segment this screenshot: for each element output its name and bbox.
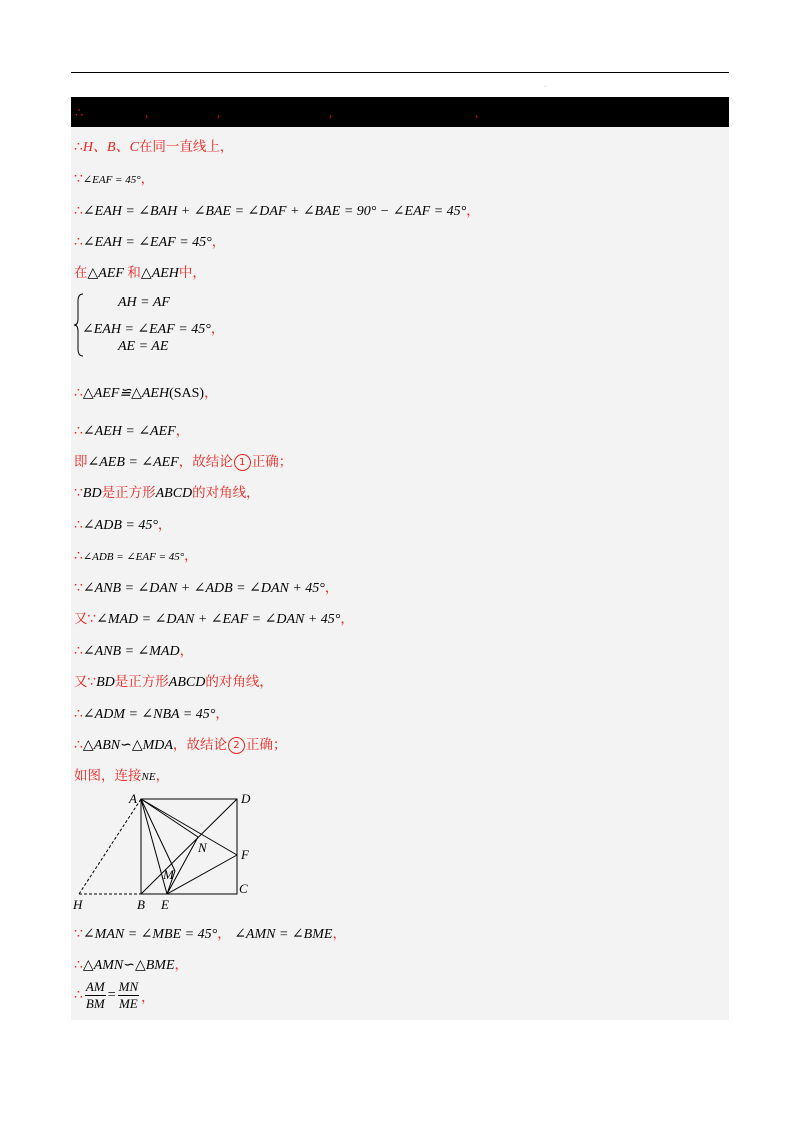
proof-line: ∴△AMN∽△BME，	[74, 957, 189, 973]
proof-line: ∵∠EAF = 45°，	[74, 171, 155, 187]
proof-line: 即∠AEB = ∠AEF，故结论 1 正确；	[74, 454, 293, 470]
proof-line: ∴∠ADM = ∠NBA = 45°，	[74, 706, 229, 722]
proof-line: ∴∠EAH = ∠EAF = 45°，	[74, 234, 226, 250]
proof-line: ∴△ABN∽△MDA，故结论 2 正确；	[74, 737, 287, 753]
proof-line: ∴H、B、C在同一直线上，	[74, 139, 234, 155]
circled-number: 2	[228, 737, 245, 754]
proof-line: ∴∠ADB = ∠EAF = 45°，	[74, 548, 198, 564]
proof-line: 在△AEF 和△AEH中，	[74, 265, 206, 281]
bar-mark: ,	[217, 105, 221, 120]
circled-number: 1	[234, 454, 251, 471]
bar-mark: ,	[145, 105, 149, 120]
fraction: $\frac{AM}{BM}$	[85, 979, 105, 1011]
label-b: B	[137, 897, 145, 911]
label-c: C	[239, 881, 248, 896]
header-dot: ·	[544, 84, 546, 90]
proof-line: ∴ $\frac{AM}{BM}$ = $\frac{MN}{ME}$ ，	[74, 979, 155, 1011]
label-e: E	[161, 897, 169, 911]
proof-line: 又∵BD是正方形ABCD的对角线，	[74, 674, 273, 690]
proof-line: ∵∠ANB = ∠DAN + ∠ADB = ∠DAN + 45°，	[74, 580, 339, 596]
solution-content	[71, 127, 729, 1020]
proof-line: 如图，连接NE，	[74, 768, 170, 784]
equation-system: AH = AF ∠EAH = ∠EAF = 45°， AE = AE	[74, 293, 274, 363]
proof-line: 又∵∠MAD = ∠DAN + ∠EAF = ∠DAN + 45°，	[74, 611, 354, 627]
label-n: N	[198, 840, 207, 855]
dashed-ah	[79, 799, 141, 894]
bar-mark: ∴	[75, 105, 84, 120]
black-bar	[71, 97, 729, 127]
label-m: M	[163, 867, 174, 882]
geometry-figure	[71, 789, 271, 911]
bar-mark: ,	[329, 105, 333, 120]
header-rule	[71, 72, 729, 73]
proof-line: ∴∠ADB = 45°，	[74, 517, 172, 533]
proof-line: ∴∠AEH = ∠AEF，	[74, 423, 190, 439]
proof-line: ∵∠MAN = ∠MBE = 45°， ∠AMN = ∠BME，	[74, 926, 346, 942]
proof-line: ∴∠EAH = ∠BAH + ∠BAE = ∠DAF + ∠BAE = 90° − ∠EAF = 45°，	[74, 203, 480, 219]
proof-line: ∵BD是正方形ABCD的对角线，	[74, 485, 260, 501]
proof-line: ∴△AEF≌△AEH(SAS)，	[74, 385, 218, 401]
label-h: H	[73, 897, 83, 911]
fraction: $\frac{MN}{ME}$	[118, 979, 139, 1011]
label-f: F	[241, 847, 249, 862]
label-a: A	[129, 791, 137, 806]
bar-mark: ,	[475, 105, 479, 120]
proof-line: ∴∠ANB = ∠MAD，	[74, 643, 194, 659]
label-d: D	[241, 791, 251, 806]
